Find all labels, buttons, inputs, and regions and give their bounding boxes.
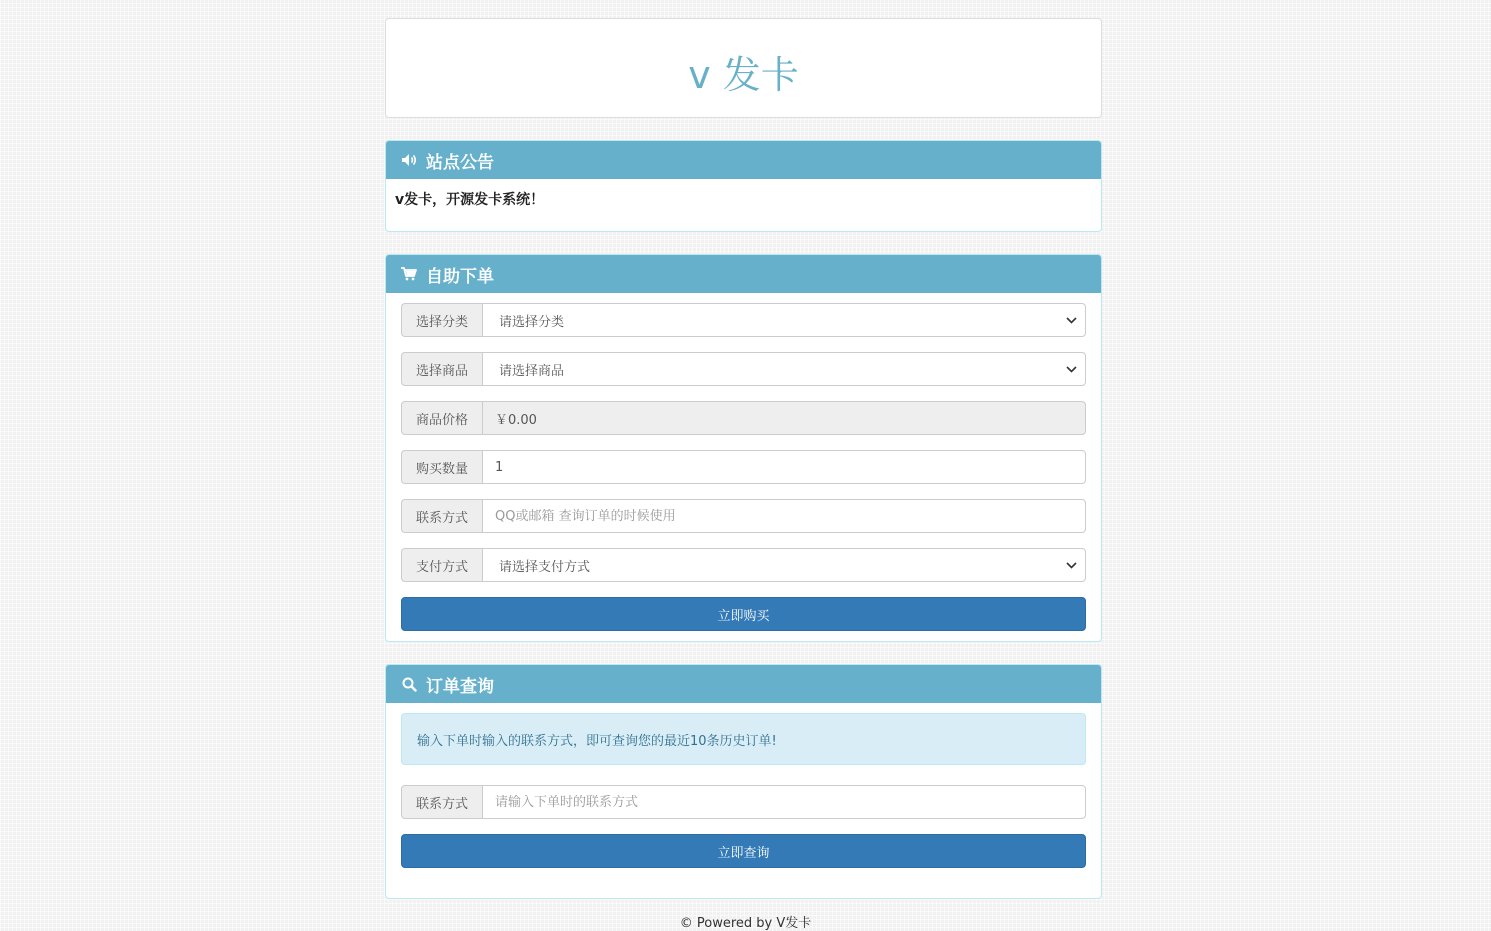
price-value: ￥0.00: [495, 412, 537, 428]
query-contact-field[interactable]: [482, 785, 1086, 819]
quantity-field[interactable]: [482, 450, 1086, 484]
buy-now-button[interactable]: 立即购买: [401, 597, 1086, 631]
page-container: [385, 18, 1102, 899]
quantity-label: 购买数量: [401, 450, 482, 484]
volume-icon: [400, 151, 418, 169]
order-panel-body: [386, 293, 1101, 641]
order-panel-title: 自助下单: [426, 266, 494, 287]
chevron-down-icon: [1065, 363, 1077, 375]
query-panel-body: [386, 703, 1101, 898]
order-panel-heading: [386, 255, 1101, 293]
query-panel: [385, 664, 1102, 899]
product-group: [401, 352, 1086, 386]
product-select[interactable]: [482, 352, 1086, 386]
payment-group: [401, 548, 1086, 582]
site-title-box: [385, 18, 1102, 118]
footer-text: © Powered by V发卡: [679, 916, 812, 931]
category-label: 选择分类: [401, 303, 482, 337]
site-title: v 发卡: [688, 53, 799, 97]
chevron-down-icon: [1065, 559, 1077, 571]
category-select[interactable]: [482, 303, 1086, 337]
contact-label: 联系方式: [401, 499, 482, 533]
order-panel: [385, 254, 1102, 642]
query-contact-group: [401, 785, 1086, 819]
contact-group: [401, 499, 1086, 533]
price-label: 商品价格: [401, 401, 482, 435]
category-group: [401, 303, 1086, 337]
query-contact-input[interactable]: [495, 795, 1077, 810]
quantity-input[interactable]: [495, 460, 1077, 475]
query-panel-heading: [386, 665, 1101, 703]
notice-text: v发卡，开源发卡系统！: [395, 192, 545, 208]
product-selected: 请选择商品: [499, 363, 565, 379]
contact-input[interactable]: [495, 509, 1077, 524]
chevron-down-icon: [1065, 314, 1077, 326]
price-group: [401, 401, 1086, 435]
search-icon: [400, 675, 418, 693]
product-label: 选择商品: [401, 352, 482, 386]
query-contact-label: 联系方式: [401, 785, 482, 819]
contact-field[interactable]: [482, 499, 1086, 533]
category-selected: 请选择分类: [499, 314, 565, 330]
query-info-alert: 输入下单时输入的联系方式，即可查询您的最近10条历史订单!: [401, 713, 1086, 765]
quantity-group: [401, 450, 1086, 484]
notice-panel-heading: [386, 141, 1101, 179]
payment-selected: 请选择支付方式: [499, 559, 591, 575]
query-panel-title: 订单查询: [426, 676, 494, 697]
notice-panel: [385, 140, 1102, 232]
notice-panel-title: 站点公告: [426, 152, 494, 173]
price-field: [482, 401, 1086, 435]
payment-select[interactable]: [482, 548, 1086, 582]
query-now-button[interactable]: 立即查询: [401, 834, 1086, 868]
cart-icon: [400, 265, 418, 283]
payment-label: 支付方式: [401, 548, 482, 582]
